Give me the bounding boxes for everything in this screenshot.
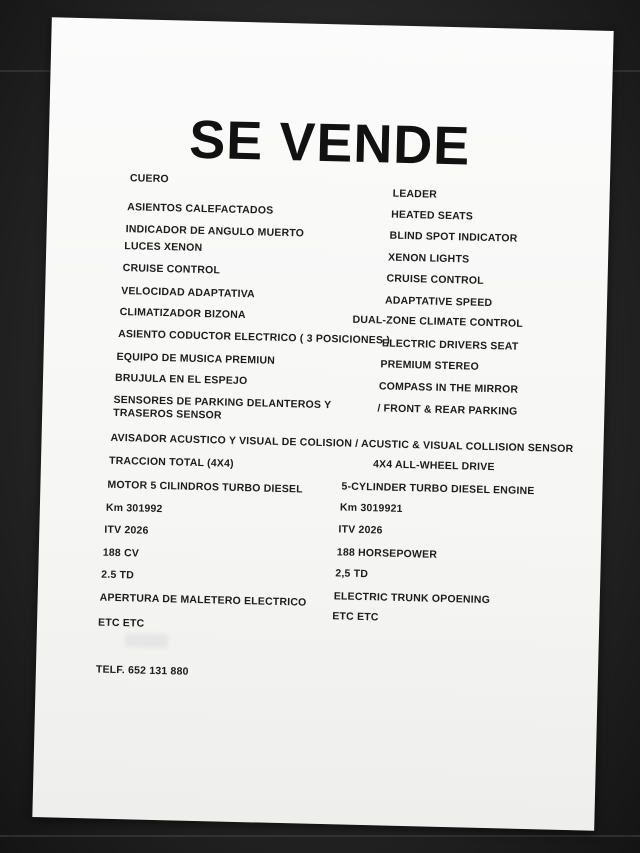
spanish-item: 2.5 TD xyxy=(101,568,135,582)
english-item: 4X4 ALL-WHEEL DRIVE xyxy=(372,458,495,474)
spanish-item: ETC ETC xyxy=(97,616,145,630)
seat-seam xyxy=(0,835,640,837)
english-item: XENON LIGHTS xyxy=(387,251,470,266)
spanish-item: 188 CV xyxy=(102,546,140,560)
english-item: ETC ETC xyxy=(332,610,379,624)
spanish-item: SENSORES DE PARKING DELANTEROS Y TRASEROS SENSOR xyxy=(113,393,332,422)
for-sale-sheet xyxy=(32,17,613,830)
english-item: HEATED SEATS xyxy=(390,208,474,223)
english-item: COMPASS IN THE MIRROR xyxy=(378,380,519,396)
spanish-item: APERTURA DE MALETERO ELECTRICO xyxy=(99,591,307,609)
english-item: Km 3019921 xyxy=(339,501,403,515)
english-item: DUAL-ZONE CLIMATE CONTROL xyxy=(352,313,524,330)
spanish-item: ASIENTO CODUCTOR ELECTRICO ( 3 POSICIONES ) xyxy=(117,327,391,347)
english-item: PREMIUM STEREO xyxy=(380,358,480,373)
spanish-item: ASIENTOS CALEFACTADOS xyxy=(127,201,274,217)
english-item: LEADER xyxy=(392,187,438,201)
spanish-item: MOTOR 5 CILINDROS TURBO DIESEL xyxy=(107,478,303,496)
spanish-item: TRACCION TOTAL (4X4) xyxy=(108,454,234,470)
spanish-item: VELOCIDAD ADAPTATIVA xyxy=(121,285,255,301)
english-item: 5-CYLINDER TURBO DIESEL ENGINE xyxy=(341,480,535,498)
english-item: / FRONT & REAR PARKING xyxy=(377,402,518,418)
spanish-item: CUERO xyxy=(129,172,170,186)
english-item: ITV 2026 xyxy=(338,523,383,537)
english-item: 2,5 TD xyxy=(335,567,369,581)
redacted-text xyxy=(124,633,168,648)
spanish-item: ITV 2026 xyxy=(104,523,149,537)
contact-phone: TELF. 652 131 880 xyxy=(95,663,189,678)
page-title: SE VENDE xyxy=(188,109,472,177)
spanish-item: CLIMATIZADOR BIZONA xyxy=(119,306,246,322)
english-item: BLIND SPOT INDICATOR xyxy=(389,229,518,245)
spanish-item: CRUISE CONTROL xyxy=(122,262,221,277)
spanish-item: EQUIPO DE MUSICA PREMIUN xyxy=(116,350,276,367)
english-item: ELECTRIC TRUNK OPOENING xyxy=(333,590,491,607)
english-item: 188 HORSEPOWER xyxy=(336,546,438,561)
spanish-item: INDICADOR DE ANGULO MUERTO xyxy=(125,223,305,240)
english-item: ELECTRIC DRIVERS SEAT xyxy=(381,337,519,353)
spanish-item: LUCES XENON xyxy=(124,240,203,254)
spanish-item: BRUJULA EN EL ESPEJO xyxy=(114,371,248,388)
spanish-item: Km 301992 xyxy=(105,501,163,516)
english-item: CRUISE CONTROL xyxy=(386,272,485,287)
english-item: ADAPTATIVE SPEED xyxy=(384,294,493,310)
spanish-item: AVISADOR ACUSTICO Y VISUAL DE COLISION / ACUSTIC & VISUAL COLLISION SENSOR xyxy=(110,431,574,456)
